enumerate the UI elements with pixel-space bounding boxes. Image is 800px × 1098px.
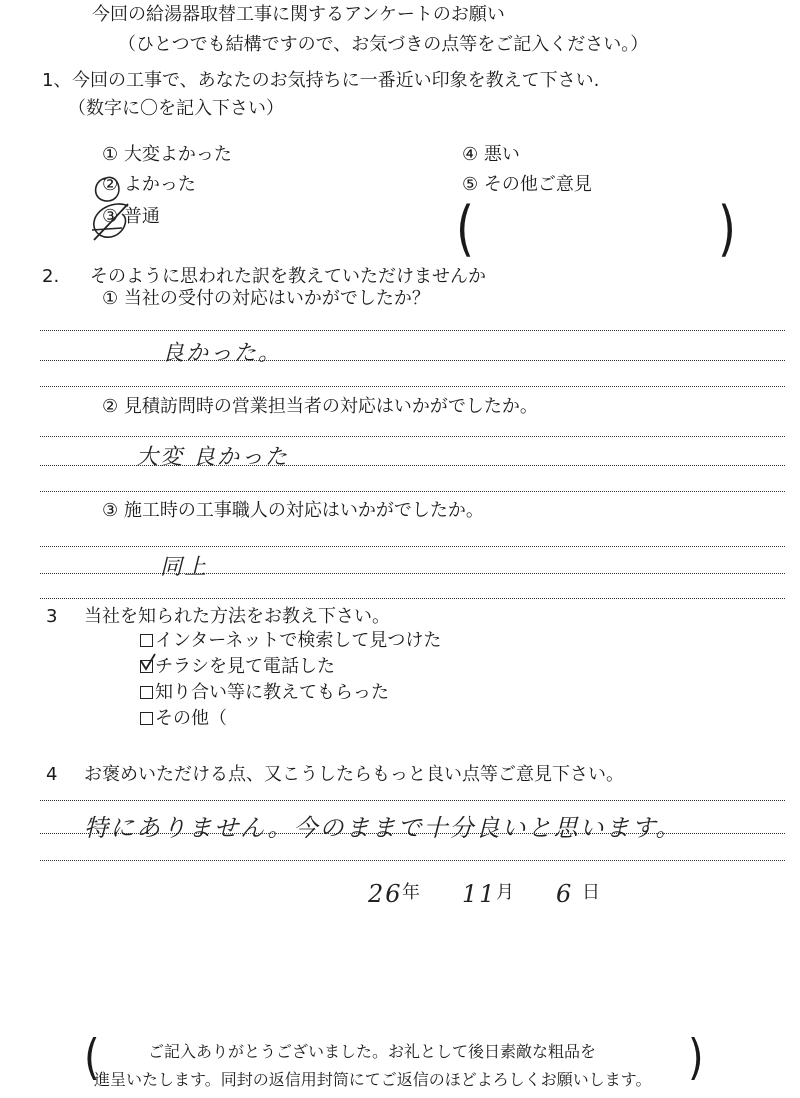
q4-number: 4 bbox=[46, 764, 58, 785]
date-month-unit: 月 bbox=[496, 882, 514, 903]
q2-sub-1-answer[interactable]: 良かった。 bbox=[162, 341, 283, 366]
q1-option-1[interactable] bbox=[102, 146, 232, 164]
sub-question: 当社の受付の対応はいかがでしたか？ bbox=[123, 288, 430, 309]
checkbox[interactable] bbox=[140, 712, 153, 725]
sub-number: ① bbox=[102, 288, 119, 309]
q3-option-other[interactable] bbox=[140, 710, 227, 728]
date-day-unit: 日 bbox=[582, 882, 600, 903]
footer-paren-close: ) bbox=[688, 1030, 704, 1086]
answer-line bbox=[40, 436, 785, 437]
date-month[interactable]: 11 bbox=[462, 880, 497, 908]
option-label: その他ご意見 bbox=[483, 174, 592, 195]
footer-line-1: ご記入ありがとうございました。お礼として後日素敵な粗品を bbox=[148, 1042, 597, 1061]
option-label: 普通 bbox=[123, 206, 160, 227]
q4-answer[interactable]: 特にありません。今のままで十分良いと思います。 bbox=[84, 814, 682, 842]
sub-number: ③ bbox=[102, 500, 119, 521]
date-year[interactable]: 26 bbox=[368, 880, 403, 908]
option-label: 悪い bbox=[483, 144, 520, 165]
footer-line-2: 進呈いたします。同封の返信用封筒にてご返信のほどよろしくお願いします。 bbox=[94, 1070, 652, 1089]
option-label: その他（ bbox=[155, 708, 227, 729]
date-year-unit: 年 bbox=[402, 882, 420, 903]
q2-question: そのように思われた訳を教えていただけませんか bbox=[90, 266, 486, 287]
option-number: ② bbox=[102, 174, 119, 195]
option-label: インターネットで検索して見つけた bbox=[155, 630, 442, 651]
survey-subtitle: （ひとつでも結構ですので、お気づきの点等をご記入ください。） bbox=[118, 34, 649, 55]
answer-line bbox=[40, 360, 785, 361]
other-paren-open: ( bbox=[456, 192, 474, 264]
q2-sub-2 bbox=[102, 398, 538, 416]
q3-option-referral[interactable] bbox=[140, 684, 389, 702]
other-paren-close: ) bbox=[718, 192, 736, 264]
q1-option-5[interactable] bbox=[462, 176, 592, 194]
sub-number: ② bbox=[102, 396, 119, 417]
q1-question: 今回の工事で、あなたのお気持ちに一番近い印象を教えて下さい. bbox=[72, 70, 600, 91]
answer-line bbox=[40, 491, 785, 492]
date-day[interactable]: 6 bbox=[556, 880, 574, 908]
q2-sub-2-answer[interactable]: 大変 良かった bbox=[136, 445, 289, 470]
sub-question: 施工時の工事職人の対応はいかがでしたか。 bbox=[123, 500, 484, 521]
q3-question: 当社を知られた方法をお教え下さい。 bbox=[84, 606, 390, 627]
q2-number: 2. bbox=[42, 266, 60, 287]
option-number: ④ bbox=[462, 144, 479, 165]
answer-line bbox=[40, 573, 785, 574]
checkbox[interactable] bbox=[140, 686, 153, 699]
q3-option-flyer[interactable] bbox=[140, 658, 335, 676]
option-label: 大変よかった bbox=[123, 144, 232, 165]
answer-line bbox=[40, 800, 785, 801]
answer-line bbox=[40, 386, 785, 387]
q3-number: 3 bbox=[46, 606, 58, 627]
footer-paren-open: ( bbox=[84, 1030, 100, 1086]
check-mark-icon bbox=[140, 652, 158, 674]
option-label: 知り合い等に教えてもらった bbox=[155, 682, 389, 703]
option-label: よかった bbox=[123, 174, 196, 195]
option-label: チラシを見て電話した bbox=[155, 656, 335, 677]
option-number: ③ bbox=[102, 206, 119, 227]
option-number: ⑤ bbox=[462, 174, 479, 195]
answer-line bbox=[40, 833, 785, 834]
q2-sub-1 bbox=[102, 290, 430, 308]
q1-option-4[interactable] bbox=[462, 146, 520, 164]
answer-line bbox=[40, 598, 785, 599]
q3-option-internet[interactable] bbox=[140, 632, 441, 650]
survey-title: 今回の給湯器取替工事に関するアンケートのお願い bbox=[92, 4, 505, 25]
answer-line bbox=[40, 546, 785, 547]
answer-line bbox=[40, 465, 785, 466]
answer-line bbox=[40, 330, 785, 331]
checkbox[interactable] bbox=[140, 634, 153, 647]
sub-question: 見積訪問時の営業担当者の対応はいかがでしたか。 bbox=[123, 396, 538, 417]
q2-sub-3 bbox=[102, 502, 484, 520]
q1-number: 1、 bbox=[42, 70, 72, 91]
handwritten-circle-mark bbox=[88, 170, 142, 250]
q1-instruction: （数字に〇を記入下さい） bbox=[68, 98, 284, 119]
q2-sub-3-answer[interactable]: 同上 bbox=[160, 555, 209, 580]
answer-line bbox=[40, 860, 785, 861]
option-number: ① bbox=[102, 144, 119, 165]
q4-question: お褒めいただける点、又こうしたらもっと良い点等ご意見下さい。 bbox=[84, 764, 624, 785]
